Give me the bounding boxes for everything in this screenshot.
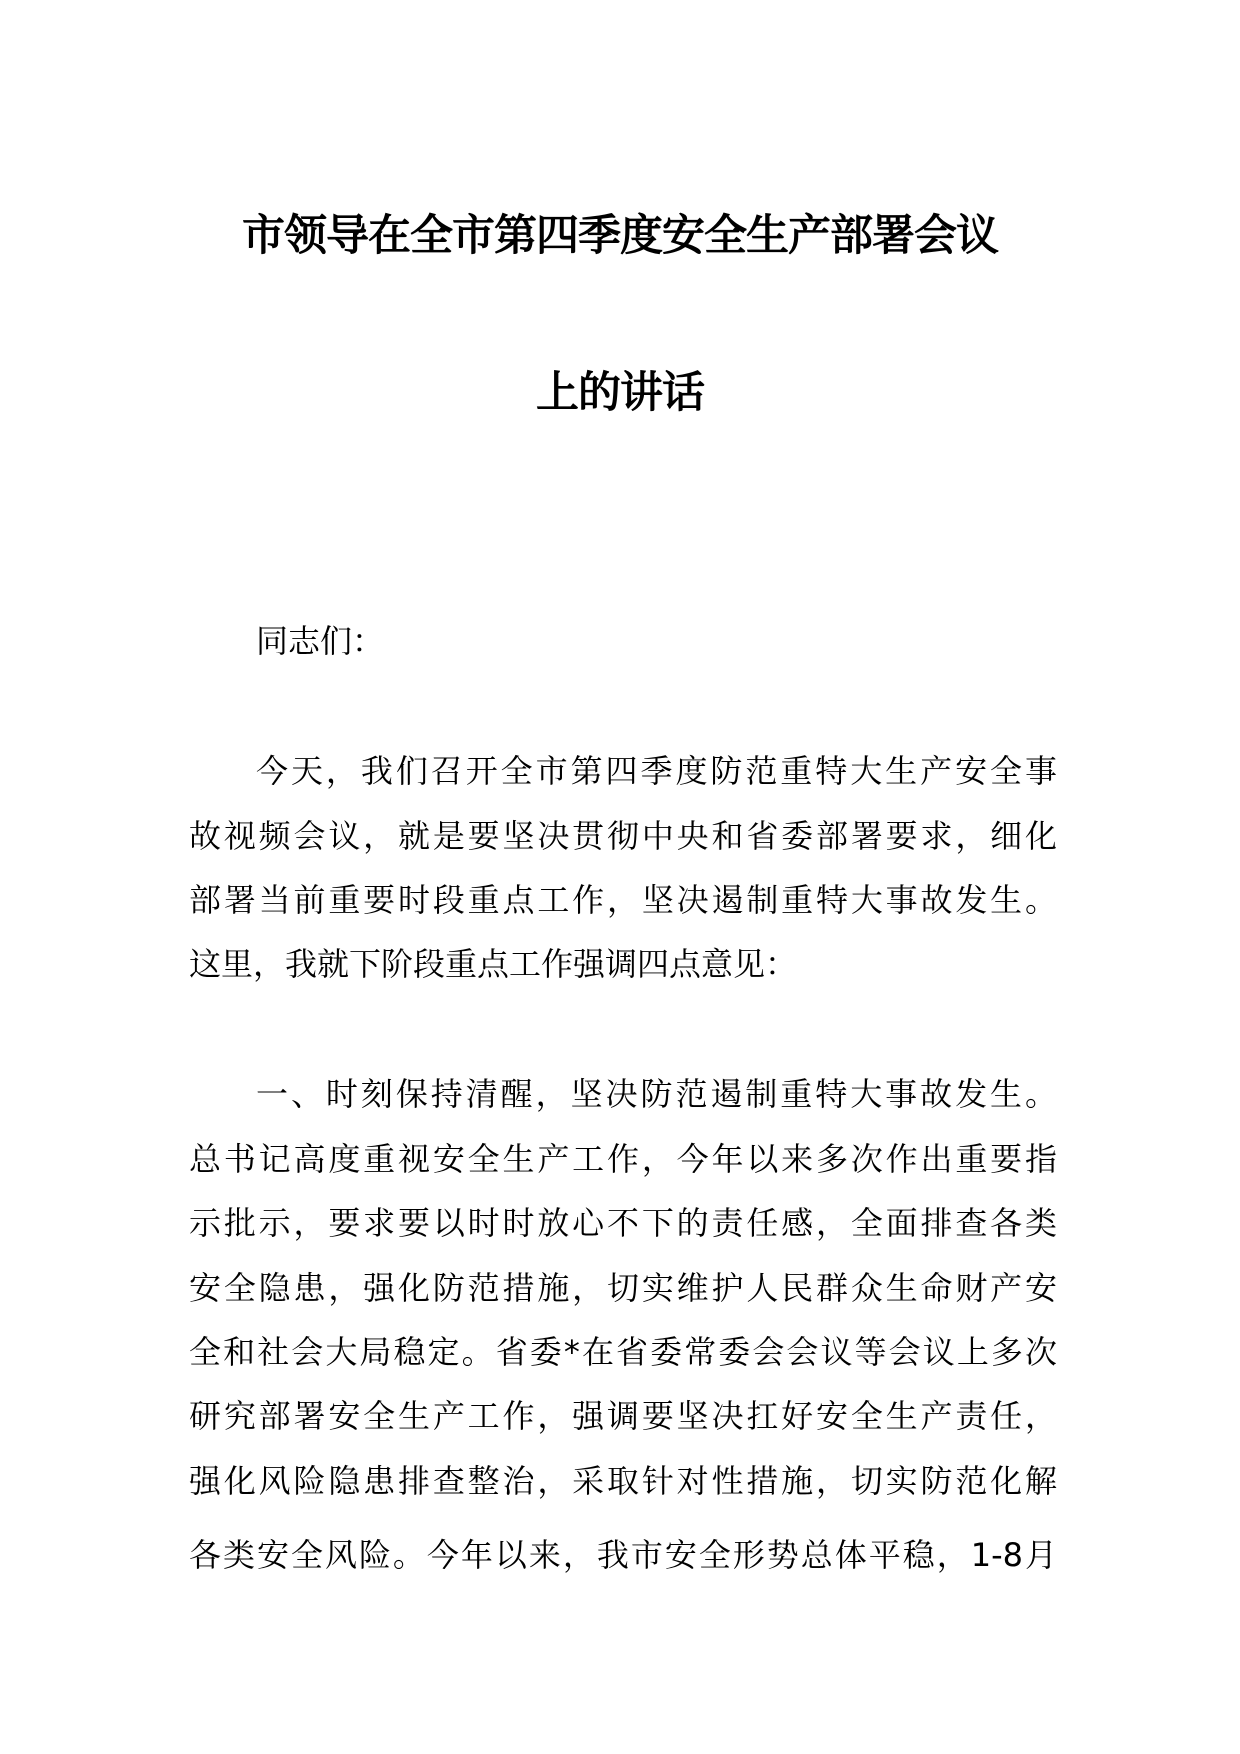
paragraph-line: 今天，我们召开全市第四季度防范重特大生产安全事 [256, 752, 1057, 790]
paragraph-line: 这里，我就下阶段重点工作强调四点意见： [189, 945, 798, 983]
document-title-line-1: 市领导在全市第四季度安全生产部署会议 [242, 211, 998, 261]
paragraph-line: 全和社会大局稳定。省委*在省委常委会会议等会议上多次 [189, 1333, 1057, 1371]
salutation: 同志们： [256, 622, 385, 660]
document-title-line-2: 上的讲话 [536, 368, 704, 418]
paragraph-line: 总书记高度重视安全生产工作，今年以来多次作出重要指 [189, 1140, 1057, 1178]
paragraph-line: 故视频会议，就是要坚决贯彻中央和省委部署要求，细化 [189, 817, 1057, 855]
paragraph-line: 一、时刻保持清醒，坚决防范遏制重特大事故发生。 [256, 1075, 1057, 1113]
paragraph-line: 示批示，要求要以时时放心不下的责任感，全面排查各类 [189, 1204, 1057, 1242]
paragraph-line: 强化风险隐患排查整治，采取针对性措施，切实防范化解 [189, 1462, 1057, 1500]
paragraph-line: 安全隐患，强化防范措施，切实维护人民群众生命财产安 [189, 1269, 1057, 1307]
paragraph-line: 各类安全风险。今年以来，我市安全形势总体平稳，1-8月 [189, 1536, 1057, 1574]
paragraph-line: 研究部署安全生产工作，强调要坚决扛好安全生产责任， [189, 1397, 1057, 1435]
paragraph-line: 部署当前重要时段重点工作，坚决遏制重特大事故发生。 [189, 881, 1057, 919]
